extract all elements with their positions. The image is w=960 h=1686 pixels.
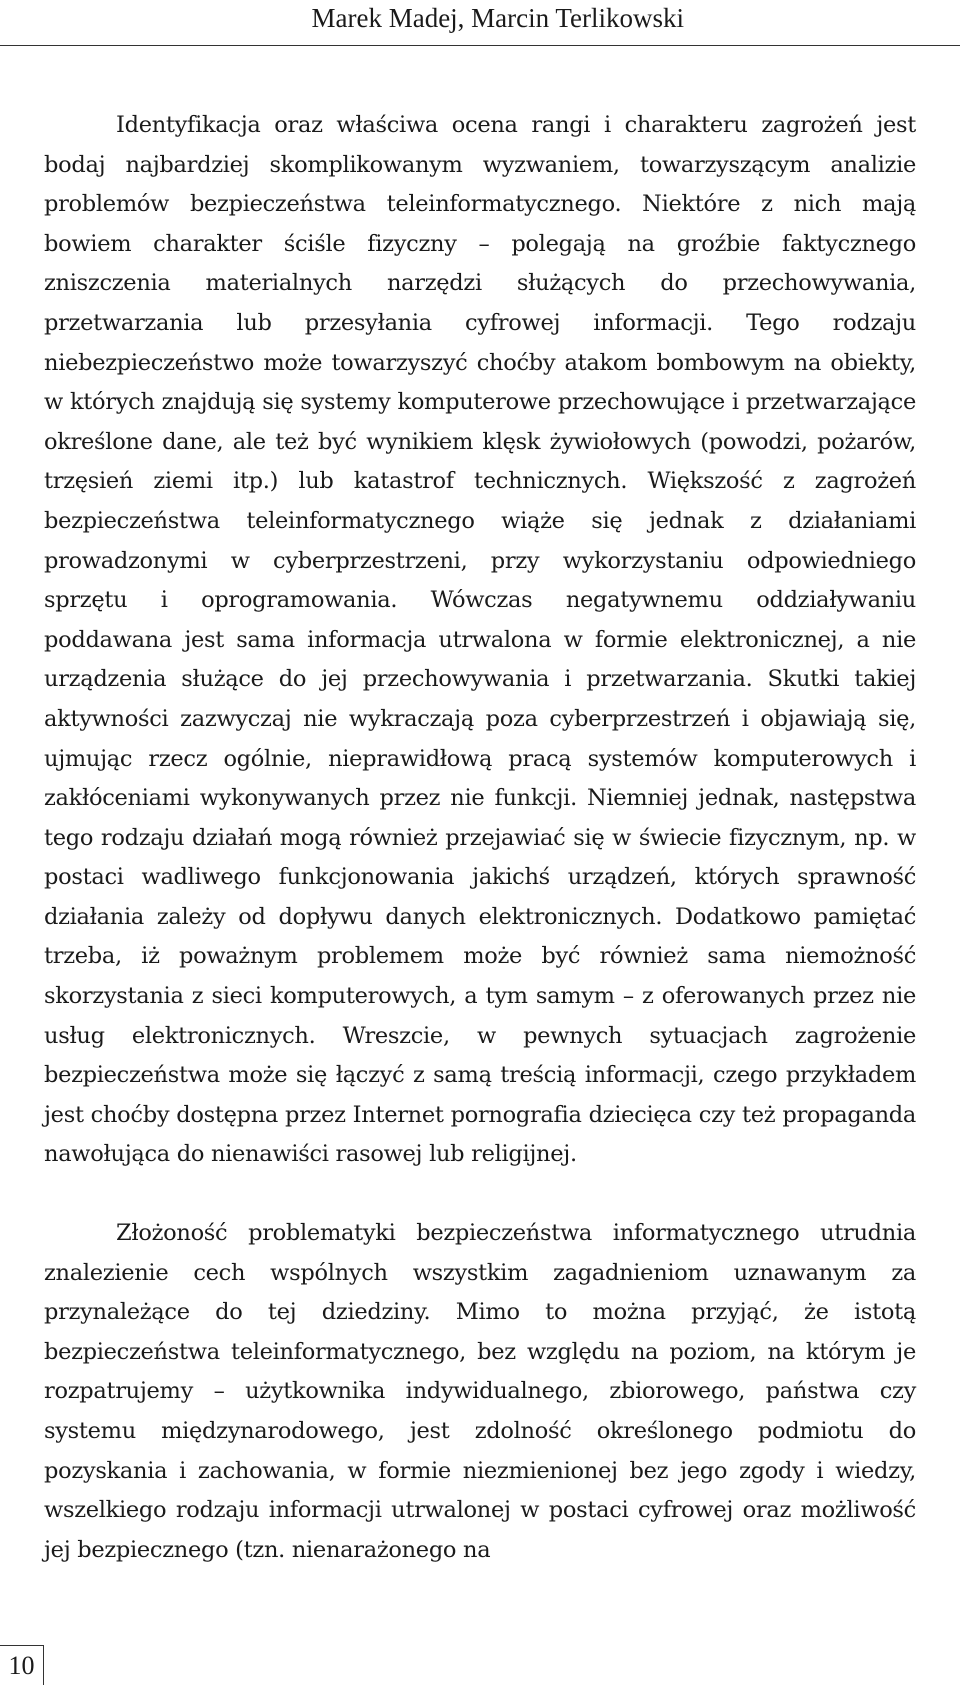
body-text (44, 106, 916, 1570)
page-number: 10 (0, 1645, 44, 1685)
header-authors: Marek Madej, Marcin Terlikowski (311, 3, 684, 33)
paragraph: Identyfikacja oraz właściwa ocena rangi i charakteru zagrożeń jest bodaj najbardziej skomplikowanym wyzwaniem, towarzyszącym analizie problemów bezpieczeństwa teleinformatycznego. Niektóre z nich mają bowiem charakter ściśle fizyczny – polegają na groźbie faktycznego zniszczenia materialnych narzędzi służących do przechowywania, przetwarzania lub przesyłania cyfrowej informacji. Tego rodzaju niebezpieczeństwo może towarzyszyć choćby atakom bombowym na obiekty, w których znajdują się systemy komputerowe przechowujące i przetwarzające określone dane, ale też być wynikiem klęsk żywiołowych (powodzi, pożarów, trzęsień ziemi itp.) lub katastrof technicznych. Większość z zagrożeń bezpieczeństwa teleinformatycznego wiąże się jednak z działaniami prowadzonymi w cyberprzestrzeni, przy wykorzystaniu odpowiedniego sprzętu i oprogramowania. Wówczas negatywnemu oddziaływaniu poddawana jest sama informacja utrwalona w formie elektronicznej, a nie urządzenia służące do jej przechowywania i przetwarzania. Skutki takiej aktywności zazwyczaj nie wykraczają poza cyberprzestrzeń i objawiają się, ujmując rzecz ogólnie, nieprawidłową pracą systemów komputerowych i zakłóceniami wykonywanych przez nie funkcji. Niemniej jednak, następstwa tego rodzaju działań mogą również przejawiać się w świecie fizycznym, np. w postaci wadliwego funkcjonowania jakichś urządzeń, których sprawność działania zależy od dopływu danych elektronicznych. Dodatkowo pamiętać trzeba, iż poważnym problemem może być również sama niemożność skorzystania z sieci komputerowych, a tym samym – z oferowanych przez nie usług elektronicznych. Wreszcie, w pewnych sytuacjach zagrożenie bezpieczeństwa może się łączyć z samą treścią informacji, czego przykładem jest choćby dostępna przez Internet pornografia dziecięca czy też propaganda nawołująca do nienawiści rasowej lub religijnej. (44, 112, 916, 1168)
paragraph: Złożoność problematyki bezpieczeństwa informatycznego utrudnia znalezienie cech wspólnych wszystkim zagadnieniom uznawanym za przynależące do tej dziedziny. Mimo to można przyjąć, że istotą bezpieczeństwa teleinformatycznego, bez względu na poziom, na którym je rozpatrujemy – użytkownika indywidualnego, zbiorowego, państwa czy systemu międzynarodowego, jest zdolność określonego podmiotu do pozyskania i zachowania, w formie niezmienionej bez jego zgody i wiedzy, wszelkiego rodzaju informacji utrwalonej w postaci cyfrowej oraz możliwość jej bezpiecznego (tzn. nienarażonego na (44, 1220, 916, 1563)
running-header (0, 0, 960, 46)
